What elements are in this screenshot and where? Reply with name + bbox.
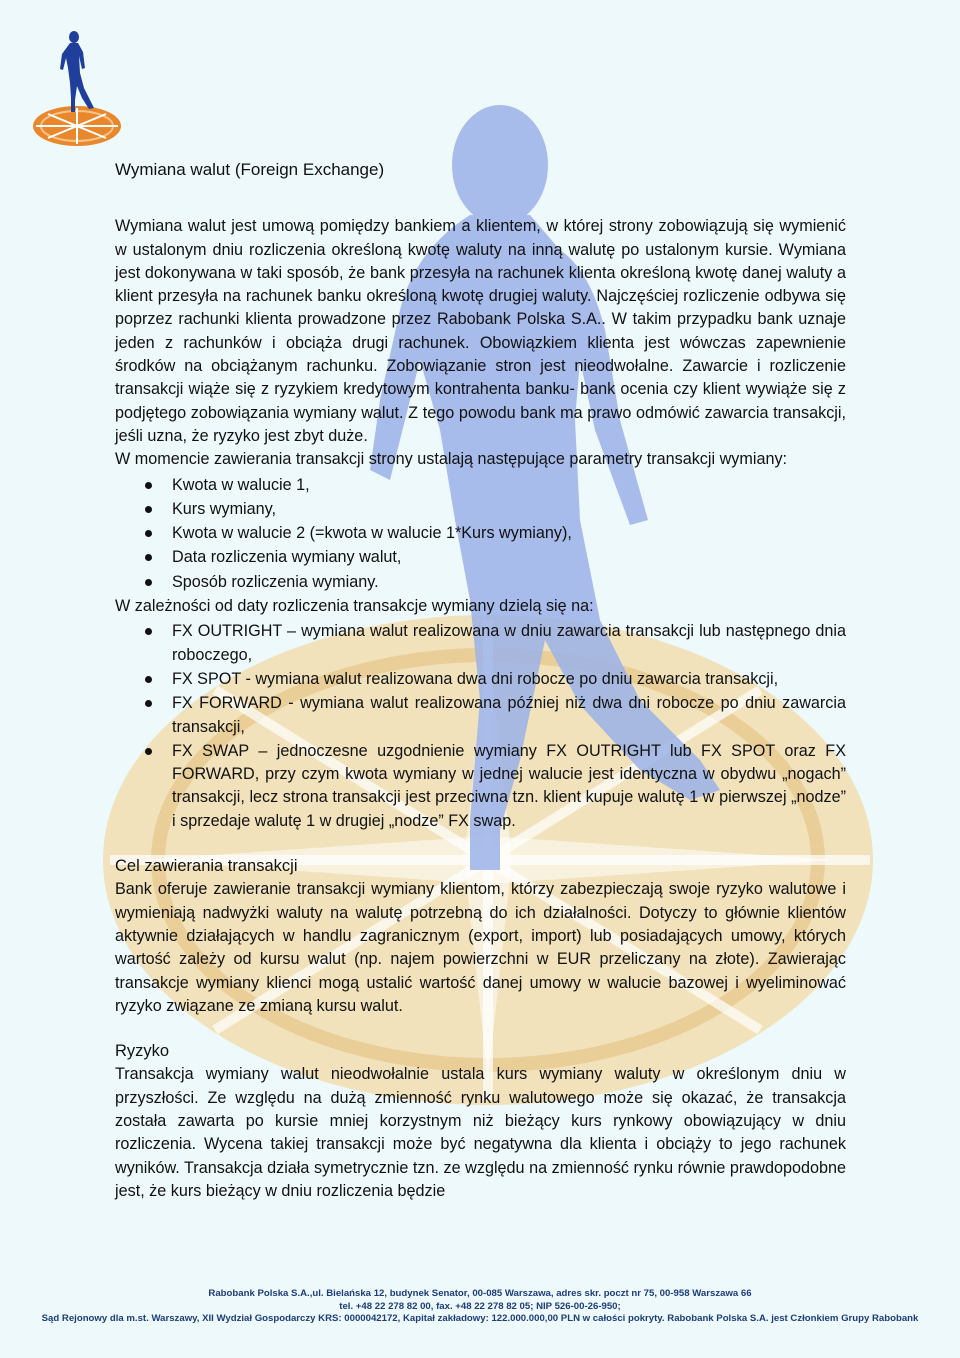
list-item: FX OUTRIGHT – wymiana walut realizowana w dniu zawarcia transakcji lub następnego dnia roboczego, [115, 620, 846, 667]
logo-compass-icon [33, 106, 121, 146]
footer-registry: Sąd Rejonowy dla m.st. Warszawy, XII Wydział Gospodarczy KRS: 0000042172, Kapitał zakładowy: 122.000.000,00 PLN w całości pokryty. Rabobank Polska S.A. jest Członkiem Grupy Rabobank [41, 1313, 919, 1324]
types-list [115, 620, 846, 833]
goal-heading: Cel zawierania transakcji [115, 857, 298, 876]
logo-figure-icon [60, 31, 94, 112]
document-body [115, 158, 846, 1203]
page-footer [0, 1288, 960, 1326]
types-intro: W zależności od daty rozliczenia transakcje wymiany dzielą się na: [115, 597, 594, 616]
intro-paragraph: Wymiana walut jest umową pomiędzy bankiem a klientem, w której strony zobowiązują się wymienić w ustalonym dniu rozliczenia określoną kwotę waluty na inną walutę po ustalonym kursie. Wymiana jest dokonywana w taki sposób, że bank przesyła na rachunek klienta określoną kwotę danej waluty a klient przesyła na rachunek banku określoną kwotę drugiej waluty. Najczęściej rozliczenie odbywa się poprzez rachunki klienta prowadzone przez Rabobank Polska S.A.. W takim przypadku bank uznaje jeden z rachunków i obciąża drugi rachunek. Obowiązkiem klienta jest wówczas zapewnienie środków na obciążanym rachunku. Zobowiązanie stron jest nieodwołalne. Zawarcie i rozliczenie transakcji wiąże się z ryzykiem kredytowym kontrahenta banku- bank ocenia czy klient wywiąże się z podjętego zobowiązania wymiany walut. Z tego powodu bank ma prawo odmówić zawarcia transakcji, jeśli uzna, że ryzyko jest zbyt duże. [115, 217, 846, 445]
document-title: Wymiana walut (Foreign Exchange) [115, 160, 385, 179]
rabobank-logo [30, 28, 124, 148]
params-list [115, 474, 846, 594]
risk-heading: Ryzyko [115, 1042, 170, 1061]
list-item: FX SPOT - wymiana walut realizowana dwa dni robocze po dniu zawarcia transakcji, [115, 668, 846, 691]
list-item: Sposób rozliczenia wymiany. [115, 571, 846, 594]
list-item: Kurs wymiany, [115, 498, 846, 521]
list-item: FX SWAP – jednoczesne uzgodnienie wymiany FX OUTRIGHT lub FX SPOT oraz FX FORWARD, przy czym kwota wymiany w jednej walucie jest identyczna w obydwu „nogach” transakcji, lecz strona transakcji jest przeciwna tzn. klient kupuje walutę 1 w pierwszej „nodze” i sprzedaje walutę 1 w drugiej „nodze” FX swap. [115, 740, 846, 833]
list-item: Kwota w walucie 2 (=kwota w walucie 1*Kurs wymiany), [115, 522, 846, 545]
list-item: Data rozliczenia wymiany walut, [115, 546, 846, 569]
goal-paragraph: Bank oferuje zawieranie transakcji wymiany klientom, którzy zabezpieczają swoje ryzyko walutowe i wymieniają nadwyżki waluty na walutę potrzebną do ich działalności. Dotyczy to głównie klientów aktywnie działających w handlu zagranicznym (export, import) lub posiadających umowy, których wartość zależy od kursu walut (np. najem powierzchni w EUR przeliczany na złote). Zawierając transakcje wymiany klienci mogą ustalić wartość danej umowy w walucie bazowej i wyeliminować ryzyko związane ze zmianą kursu walut. [115, 880, 846, 1015]
footer-contact: tel. +48 22 278 82 00, fax. +48 22 278 82 05; NIP 526-00-26-950; [339, 1300, 621, 1312]
list-item: FX FORWARD - wymiana walut realizowana później niż dwa dni robocze po dniu zawarcia transakcji, [115, 692, 846, 739]
risk-paragraph: Transakcja wymiany walut nieodwołalnie ustala kurs wymiany waluty w określonym dniu w przyszłości. Ze względu na dużą zmienność rynku walutowego może się okazać, że transakcja została zawarta po kursie mniej korzystnym niż bieżący kurs rynkowy obowiązujący w dniu rozliczenia. Wycena takiej transakcji może być negatywna dla klienta i obciąży to jego rachunek wyników. Transakcja działa symetrycznie tzn. ze względu na zmienność rynku równie prawdopodobne jest, że kurs bieżący w dniu rozliczenia będzie [115, 1065, 846, 1200]
footer-address: Rabobank Polska S.A.,ul. Bielańska 12, budynek Senator, 00-085 Warszawa, adres skr. poczt nr 75, 00-958 Warszawa 66 [208, 1288, 752, 1299]
params-intro: W momencie zawierania transakcji strony ustalają następujące parametry transakcji wymiany: [115, 450, 788, 469]
list-item: Kwota w walucie 1, [115, 474, 846, 497]
